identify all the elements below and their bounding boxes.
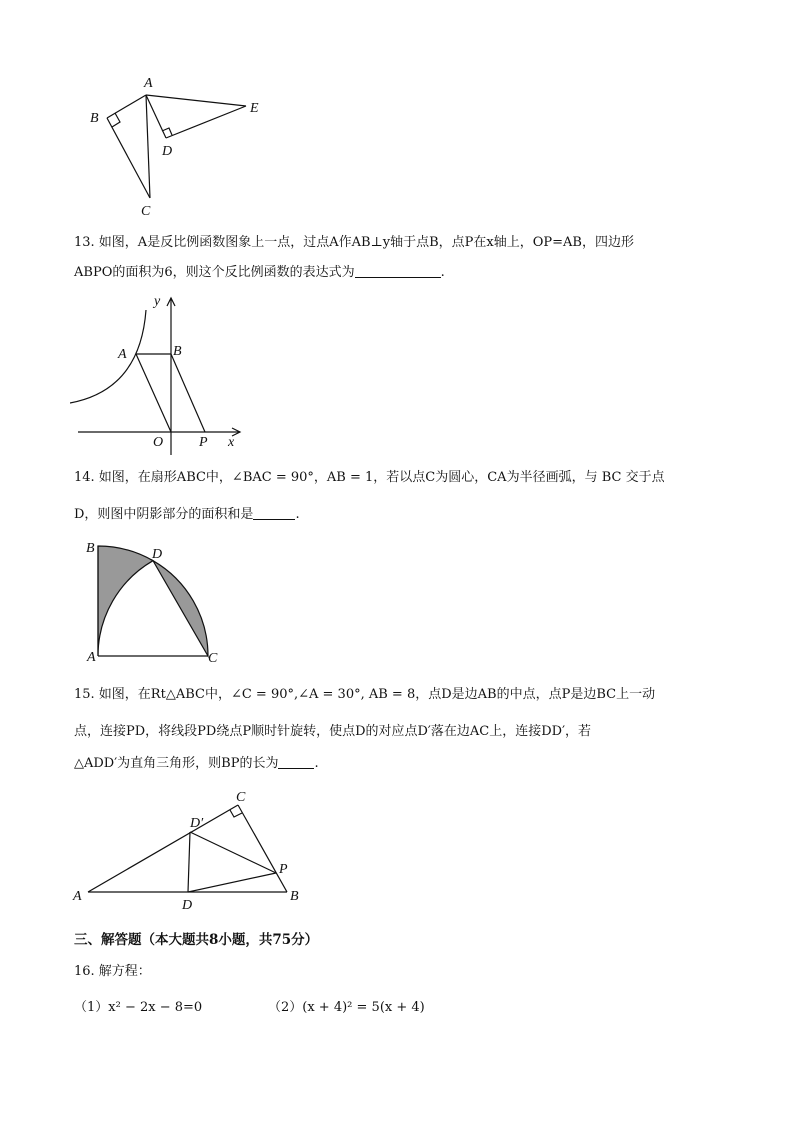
axis-label-x: x — [228, 435, 235, 450]
point-label-p: P — [199, 435, 208, 450]
question-16-part2: （2）(x + 4)² = 5(x + 4) — [268, 1000, 425, 1015]
figure-q12 — [80, 70, 280, 220]
answer-blank-14[interactable] — [253, 505, 295, 520]
point-label-a: A — [87, 650, 96, 665]
question-13-period: . — [440, 265, 445, 280]
point-label-o: O — [153, 435, 164, 450]
question-15-line2: 点，连接PD，将线段PD绕点P顺时针旋转，使点D的对应点D′落在边AC上，连接DD′，若 — [74, 724, 592, 739]
point-label-d-prime: D′ — [190, 816, 204, 831]
axis-label-y: y — [154, 294, 161, 309]
point-label-a: A — [73, 889, 82, 904]
question-14-line2-text: D，则图中阴影部分的面积和是 — [74, 507, 254, 522]
question-16-title: 16. 解方程： — [74, 964, 151, 979]
figure-q14 — [80, 535, 230, 670]
question-13-line2 — [74, 263, 445, 283]
label-d: D — [162, 144, 173, 159]
question-13-line2-text: ABPO的面积为6，则这个反比例函数的表达式为 — [74, 265, 355, 280]
point-label-d: D — [182, 898, 193, 910]
question-15-period: . — [314, 756, 319, 771]
section-heading: 三、解答题（本大题共8小题，共75分） — [74, 932, 319, 948]
figure-q15 — [65, 785, 315, 910]
point-label-b: B — [86, 541, 95, 556]
question-13-line1: 13. 如图，A是反比例函数图象上一点，过点A作AB⊥y轴于点B，点P在x轴上，OP=AB，四边形 — [74, 235, 634, 250]
question-14-period: . — [295, 507, 300, 522]
question-14-line2 — [74, 505, 300, 525]
point-label-b: B — [173, 344, 182, 359]
answer-blank-13[interactable] — [355, 263, 441, 278]
question-15-line3-text: △ADD′为直角三角形，则BP的长为 — [74, 756, 279, 771]
point-label-a: A — [118, 347, 127, 362]
question-16-part1: （1）x² − 2x − 8=0 — [74, 1000, 203, 1015]
figure-q13 — [70, 290, 260, 460]
point-label-c: C — [208, 651, 218, 666]
label-a: A — [144, 76, 153, 91]
point-label-c: C — [236, 790, 246, 805]
question-15-line1: 15. 如图，在Rt△ABC中，∠C = 90°,∠A = 30°, AB = 8，点D是边AB的中点，点P是边BC上一动 — [74, 687, 656, 702]
point-label-d: D — [152, 547, 163, 562]
point-label-b: B — [290, 889, 299, 904]
question-14-line1: 14. 如图，在扇形ABC中，∠BAC = 90°，AB = 1，若以点C为圆心，CA为半径画弧，与 BC 交于点 — [74, 470, 665, 485]
answer-blank-15[interactable] — [278, 754, 314, 769]
label-e: E — [250, 101, 259, 116]
label-c: C — [141, 204, 151, 219]
label-b: B — [90, 111, 99, 126]
point-label-p: P — [279, 862, 288, 877]
question-15-line3 — [74, 754, 319, 774]
